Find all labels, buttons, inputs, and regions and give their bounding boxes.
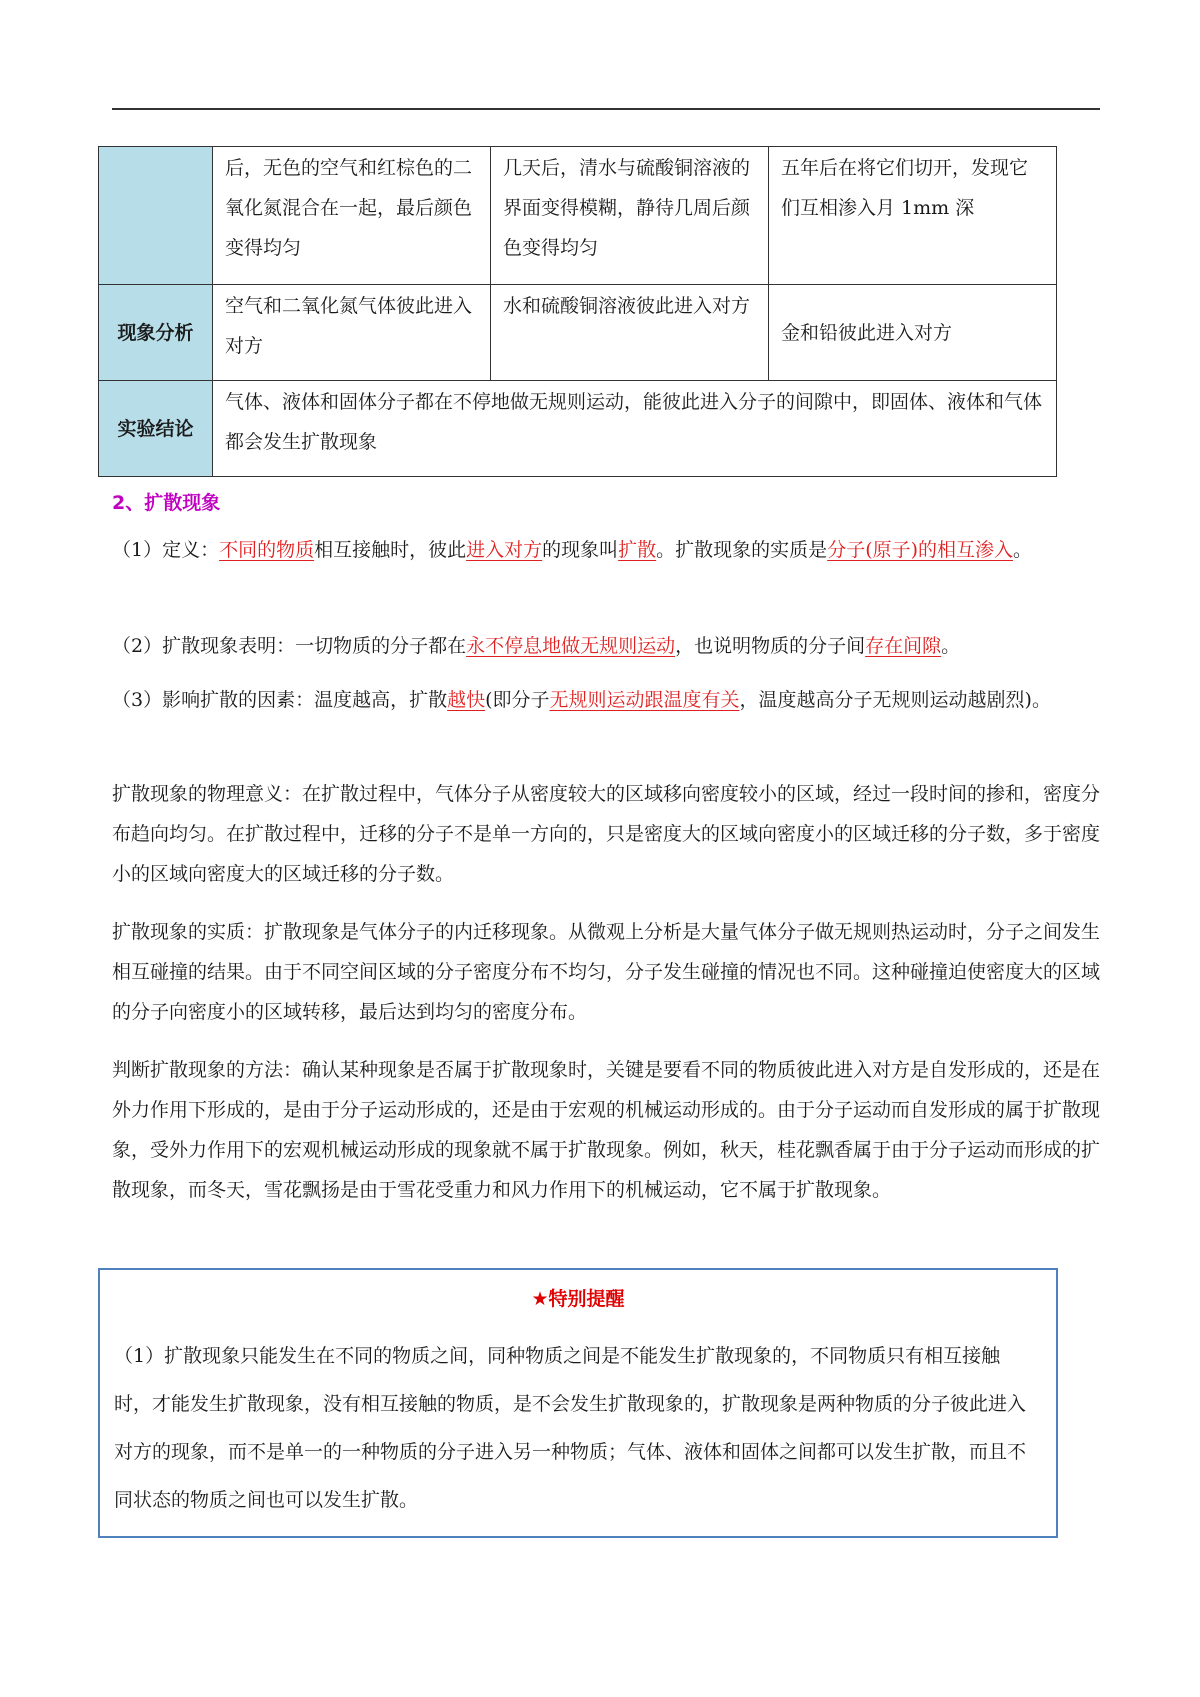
paragraph-factors bbox=[112, 680, 1102, 720]
special-reminder-box bbox=[98, 1268, 1058, 1538]
table-cell-conclusion: 气体、液体和固体分子都在不停地做无规则运动，能彼此进入分子的间隙中，即固体、液体和气体都会发生扩散现象 bbox=[213, 381, 1057, 477]
key-term: 永不停息地做无规则运动 bbox=[466, 635, 676, 657]
key-term: 无规则运动跟温度有关 bbox=[549, 689, 740, 711]
text: 相互接触时，彼此 bbox=[314, 539, 467, 561]
row-header-empty bbox=[99, 147, 213, 285]
text: （1）定义： bbox=[112, 539, 220, 561]
paragraph-significance bbox=[112, 626, 1102, 666]
table-cell: 几天后，清水与硫酸铜溶液的界面变得模糊，静待几周后颜色变得均匀 bbox=[491, 147, 769, 285]
table-cell: 后，无色的空气和红棕色的二氧化氮混合在一起，最后颜色变得均匀 bbox=[213, 147, 491, 285]
text: ，温度越高分子无规则运动越剧烈)。 bbox=[739, 689, 1051, 711]
text: （3）影响扩散的因素：温度越高，扩散 bbox=[112, 689, 448, 711]
key-term: 不同的物质 bbox=[219, 539, 315, 561]
table-row bbox=[99, 285, 1057, 381]
text: (即分子 bbox=[485, 689, 550, 711]
header-rule bbox=[112, 108, 1100, 110]
key-term: 存在间隙 bbox=[865, 635, 942, 657]
reminder-title: ★特别提醒 bbox=[531, 1288, 625, 1310]
key-term: 扩散 bbox=[618, 539, 657, 561]
experiment-table bbox=[98, 146, 1057, 477]
text: （2）扩散现象表明：一切物质的分子都在 bbox=[112, 635, 467, 657]
paragraph-definition bbox=[112, 530, 1102, 570]
table-row bbox=[99, 147, 1057, 285]
key-term: 进入对方 bbox=[466, 539, 543, 561]
paragraph-physical-meaning: 扩散现象的物理意义：在扩散过程中，气体分子从密度较大的区域移向密度较小的区域，经过一段时间的掺和，密度分布趋向均匀。在扩散过程中，迁移的分子不是单一方向的，只是密度大的区域向密度小的区域迁移的分子数，多于密度小的区域向密度大的区域迁移的分子数。 bbox=[112, 783, 1101, 885]
section-title: 2、扩散现象 bbox=[112, 492, 221, 514]
table-row bbox=[99, 381, 1057, 477]
key-term: 越快 bbox=[447, 689, 486, 711]
table-cell: 五年后在将它们切开，发现它们互相渗入月 1mm 深 bbox=[769, 147, 1057, 285]
paragraph-judgement: 判断扩散现象的方法：确认某种现象是否属于扩散现象时，关键是要看不同的物质彼此进入对方是自发形成的，还是在外力作用下形成的，是由于分子运动形成的，还是由于宏观的机械运动形成的。由于分子运动而自发形成的属于扩散现象，受外力作用下的宏观机械运动形成的现象就不属于扩散现象。例如，秋天，桂花飘香属于由于分子运动而形成的扩散现象，而冬天，雪花飘扬是由于雪花受重力和风力作用下的机械运动，它不属于扩散现象。 bbox=[112, 1059, 1101, 1201]
text: 的现象叫 bbox=[542, 539, 619, 561]
paragraph-essence: 扩散现象的实质：扩散现象是气体分子的内迁移现象。从微观上分析是大量气体分子做无规则热运动时，分子之间发生相互碰撞的结果。由于不同空间区域的分子密度分布不均匀，分子发生碰撞的情况也不同。这种碰撞迫使密度大的区域的分子向密度小的区域转移，最后达到均匀的密度分布。 bbox=[112, 921, 1101, 1023]
text: 。 bbox=[1013, 539, 1033, 561]
reminder-body: （1）扩散现象只能发生在不同的物质之间，同种物质之间是不能发生扩散现象的，不同物质只有相互接触时，才能发生扩散现象，没有相互接触的物质，是不会发生扩散现象的，扩散现象是两种物质的分子彼此进入对方的现象，而不是单一的一种物质的分子进入另一种物质；气体、液体和固体之间都可以发生扩散，而且不同状态的物质之间也可以发生扩散。 bbox=[114, 1345, 1027, 1511]
key-term: 分子(原子)的相互渗入 bbox=[827, 539, 1014, 561]
text: 。 bbox=[941, 635, 961, 657]
table-cell: 水和硫酸铜溶液彼此进入对方 bbox=[491, 285, 769, 381]
table-cell: 空气和二氧化氮气体彼此进入对方 bbox=[213, 285, 491, 381]
text: ，也说明物质的分子间 bbox=[675, 635, 866, 657]
row-header: 现象分析 bbox=[99, 285, 213, 381]
table-cell: 金和铅彼此进入对方 bbox=[769, 285, 1057, 381]
row-header: 实验结论 bbox=[99, 381, 213, 477]
text: 。扩散现象的实质是 bbox=[656, 539, 828, 561]
